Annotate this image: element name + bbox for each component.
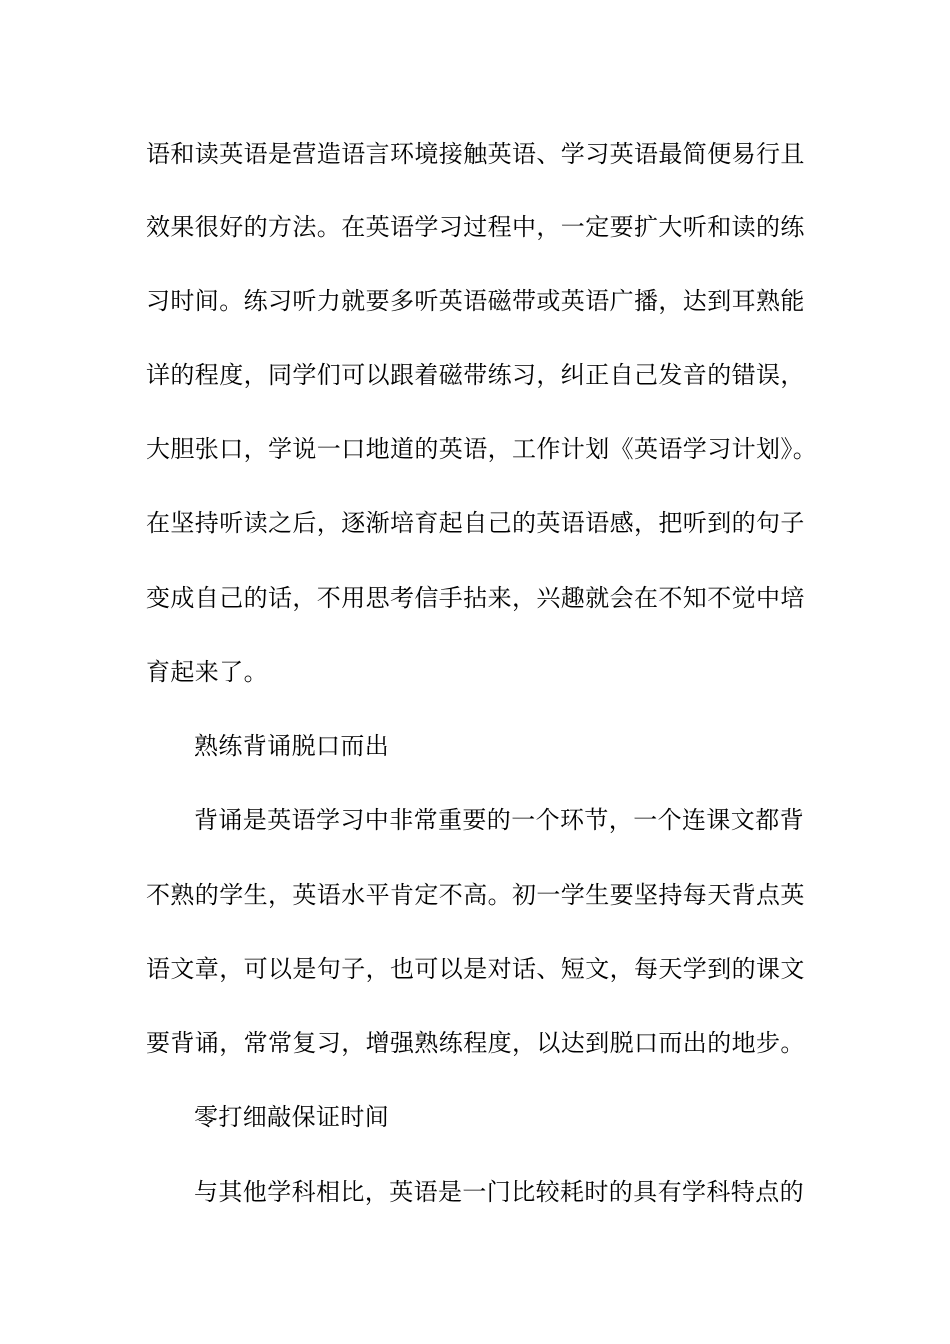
- paragraph-line-6: 在坚持听读之后，逐渐培育起自己的英语语感，把听到的句子: [146, 509, 805, 537]
- paragraph-line-7: 变成自己的话，不用思考信手拈来，兴趣就会在不知不觉中培: [146, 584, 805, 612]
- section-heading-recitation: 熟练背诵脱口而出: [194, 732, 390, 760]
- paragraph-line-1: 语和读英语是营造语言环境接触英语、学习英语最简便易行且: [146, 140, 805, 168]
- paragraph-line-5: 大胆张口，学说一口地道的英语，工作计划《英语学习计划》。: [146, 435, 818, 463]
- paragraph-line-8: 育起来了。: [146, 658, 268, 686]
- paragraph-line-9: 背诵是英语学习中非常重要的一个环节，一个连课文都背: [194, 806, 804, 834]
- section-heading-time: 零打细敲保证时间: [194, 1103, 390, 1131]
- paragraph-line-13: 与其他学科相比，英语是一门比较耗时的具有学科特点的: [194, 1178, 804, 1206]
- paragraph-line-10: 不熟的学生，英语水平肯定不高。初一学生要坚持每天背点英: [146, 881, 805, 909]
- paragraph-line-11: 语文章，可以是句子，也可以是对话、短文，每天学到的课文: [146, 955, 805, 983]
- paragraph-line-12: 要背诵，常常复习，增强熟练程度，以达到脱口而出的地步。: [146, 1029, 805, 1057]
- paragraph-line-4: 详的程度，同学们可以跟着磁带练习，纠正自己发音的错误，: [146, 361, 805, 389]
- paragraph-line-2: 效果很好的方法。在英语学习过程中，一定要扩大听和读的练: [146, 213, 805, 241]
- paragraph-line-3: 习时间。练习听力就要多听英语磁带或英语广播，达到耳熟能: [146, 287, 805, 315]
